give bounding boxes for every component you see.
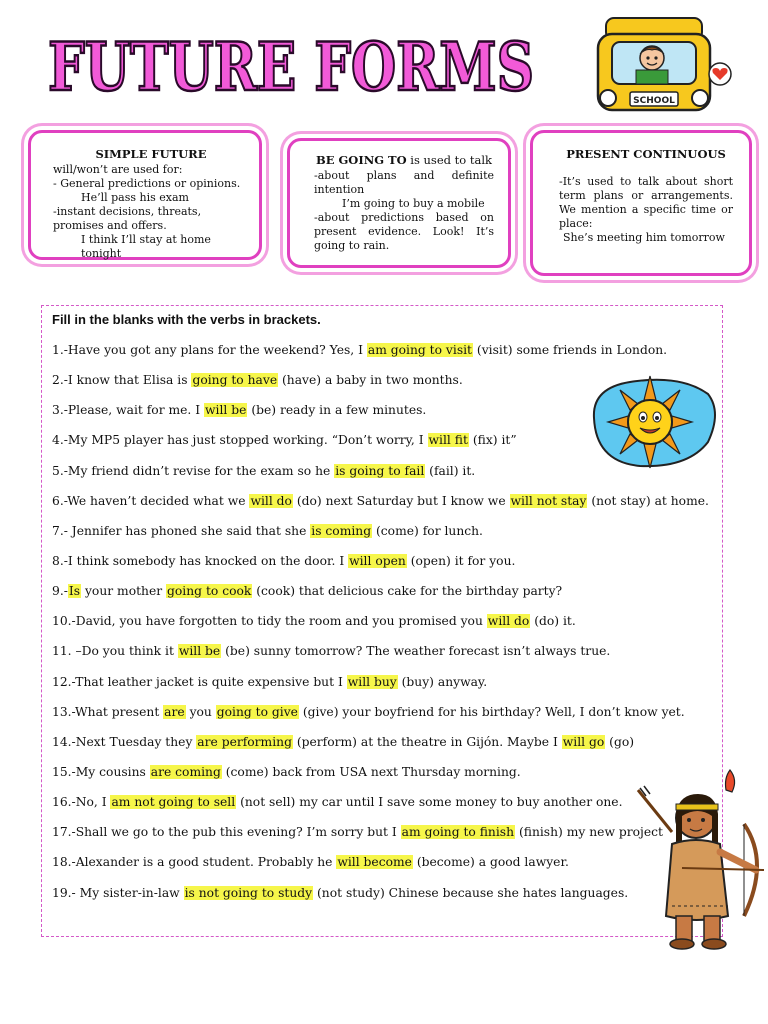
exercise-item	[52, 493, 712, 523]
exercise-instruction: Fill in the blanks with the verbs in brackets.	[52, 312, 321, 327]
item-text: (not stay) at home.	[587, 493, 709, 508]
item-text: (not sell) my car until I save some money to buy another one.	[236, 795, 623, 810]
item-text: 19.- My sister-in-law	[52, 885, 184, 900]
exercise-item	[52, 704, 712, 734]
answer-highlight: Is	[68, 584, 81, 599]
answer-highlight: going to have	[192, 373, 278, 388]
item-text: (buy) anyway.	[397, 674, 488, 689]
exercise-item	[52, 734, 712, 764]
simple-future-box	[28, 130, 262, 260]
answer-highlight: going to cook	[167, 584, 252, 599]
exercise-item	[52, 523, 712, 553]
answer-highlight: will be	[178, 644, 221, 659]
item-text: (be) ready in a few minutes.	[247, 403, 427, 418]
item-text: (open) it for you.	[406, 553, 516, 568]
item-text: 8.-I think somebody has knocked on the door. I	[52, 553, 349, 568]
answer-highlight: am not going to sell	[111, 795, 236, 810]
box-example: She’s meeting him tomorrow	[563, 231, 725, 244]
exercise-item	[52, 764, 712, 794]
page-title	[46, 22, 536, 102]
box-example: I’m going to buy a mobile	[342, 197, 485, 210]
box-example: He’ll pass his exam	[81, 191, 189, 204]
archer-character-icon	[632, 766, 768, 952]
answer-highlight: is going to fail	[335, 463, 425, 478]
answer-highlight: are	[164, 704, 185, 719]
answer-highlight: going to give	[216, 704, 298, 719]
answer-highlight: will be	[205, 403, 247, 418]
item-text: (come) for lunch.	[372, 523, 483, 538]
answer-highlight: are coming	[150, 764, 221, 779]
answer-highlight: are performing	[197, 734, 292, 749]
exercise-item	[52, 553, 712, 583]
box-line: -It’s used to talk about short term plans or arrangements. We mention a specific time or place:	[559, 175, 733, 230]
item-text: 6.-We haven’t decided what we	[52, 493, 250, 508]
exercise-item	[52, 794, 712, 824]
present-continuous-heading: PRESENT CONTINUOUS	[566, 147, 726, 161]
item-text: (finish) my new project	[515, 825, 663, 840]
item-text: your mother	[81, 584, 167, 599]
box-example: I think I’ll stay at home tonight	[81, 233, 211, 260]
item-text: (cook) that delicious cake for the birthday party?	[252, 584, 563, 599]
answer-highlight: will do	[250, 493, 292, 508]
item-text: you	[185, 704, 216, 719]
item-text: (be) sunny tomorrow? The weather forecast isn’t always true.	[221, 644, 611, 659]
item-text: (give) your boyfriend for his birthday? Well, I don’t know yet.	[298, 704, 685, 719]
item-text: (perform) at the theatre in Gijón. Maybe I	[292, 734, 562, 749]
box-line: - General predictions or opinions.	[53, 177, 241, 190]
item-text: (come) back from USA next Thursday morning.	[221, 764, 521, 779]
sun-icon	[584, 372, 720, 472]
answer-highlight: will go	[562, 734, 605, 749]
be-going-to-heading-rest: is used to talk	[406, 153, 492, 167]
exercise-item	[52, 674, 712, 704]
present-continuous-box	[530, 130, 752, 276]
be-going-to-heading-bold: BE GOING TO	[316, 153, 407, 167]
item-text: 10.-David, you have forgotten to tidy the room and you promised you	[52, 614, 487, 629]
item-text: (become) a good lawyer.	[412, 855, 569, 870]
item-text: (go)	[605, 734, 635, 749]
box-line: will/won’t are used for:	[53, 163, 183, 176]
title-text: FUTURE FORMS	[48, 28, 534, 102]
item-text: (have) a baby in two months.	[278, 373, 463, 388]
item-text: (do) next Saturday but I know we	[292, 493, 510, 508]
answer-highlight: is coming	[311, 523, 372, 538]
answer-highlight: will do	[487, 614, 530, 629]
box-line: -about plans and definite intention	[314, 169, 494, 196]
item-text: 5.-My friend didn’t revise for the exam so he	[52, 463, 335, 478]
answer-highlight: is not going to study	[184, 885, 313, 900]
simple-future-heading: SIMPLE FUTURE	[95, 147, 207, 161]
item-text: (visit) some friends in London.	[473, 343, 668, 357]
item-text: (do) it.	[530, 614, 576, 629]
exercise-item	[52, 342, 712, 372]
answer-highlight: will fit	[428, 433, 468, 448]
item-text: (not study) Chinese because she hates languages.	[313, 885, 629, 900]
school-bus-icon	[594, 12, 734, 122]
exercise-item	[52, 885, 712, 915]
item-text: 9.-	[52, 584, 68, 599]
item-text: 17.-Shall we go to the pub this evening? I’m sorry but I	[52, 825, 401, 840]
answer-highlight: will not stay	[510, 493, 587, 508]
be-going-to-box	[287, 138, 511, 268]
item-text: 1.-Have you got any plans for the weekend? Yes, I	[52, 343, 367, 357]
item-text: 15.-My cousins	[52, 764, 150, 779]
answer-highlight: am going to finish	[401, 825, 515, 840]
box-line: -about predictions based on present evidence. Look! It’s going to rain.	[314, 211, 494, 252]
exercise-item	[52, 854, 712, 884]
answer-highlight: am going to visit	[367, 343, 473, 357]
title-graphic	[46, 22, 536, 102]
item-text: (fail) it.	[425, 463, 476, 478]
item-text: 4.-My MP5 player has just stopped working. “Don’t worry, I	[52, 433, 428, 448]
item-text: 14.-Next Tuesday they	[52, 734, 197, 749]
bus-sign-text: SCHOOL	[633, 96, 675, 106]
item-text: 2.-I know that Elisa is	[52, 373, 192, 388]
be-going-to-heading	[314, 153, 494, 167]
exercise-item	[52, 613, 712, 643]
answer-highlight: will buy	[347, 674, 397, 689]
exercise-item	[52, 583, 712, 613]
exercise-item	[52, 824, 712, 854]
item-text: 16.-No, I	[52, 795, 111, 810]
item-text: (fix) it”	[468, 433, 517, 448]
box-line: -instant decisions, threats, promises and offers.	[53, 205, 202, 232]
item-text: 11. –Do you think it	[52, 644, 178, 659]
answer-highlight: will become	[337, 855, 412, 870]
answer-highlight: will open	[349, 553, 406, 568]
item-text: 3.-Please, wait for me. I	[52, 403, 205, 418]
grammar-boxes	[0, 124, 768, 284]
item-text: 12.-That leather jacket is quite expensive but I	[52, 674, 347, 689]
item-text: 7.- Jennifer has phoned she said that she	[52, 523, 311, 538]
exercise-item	[52, 643, 712, 673]
item-text: 18.-Alexander is a good student. Probably he	[52, 855, 337, 870]
item-text: 13.-What present	[52, 704, 164, 719]
